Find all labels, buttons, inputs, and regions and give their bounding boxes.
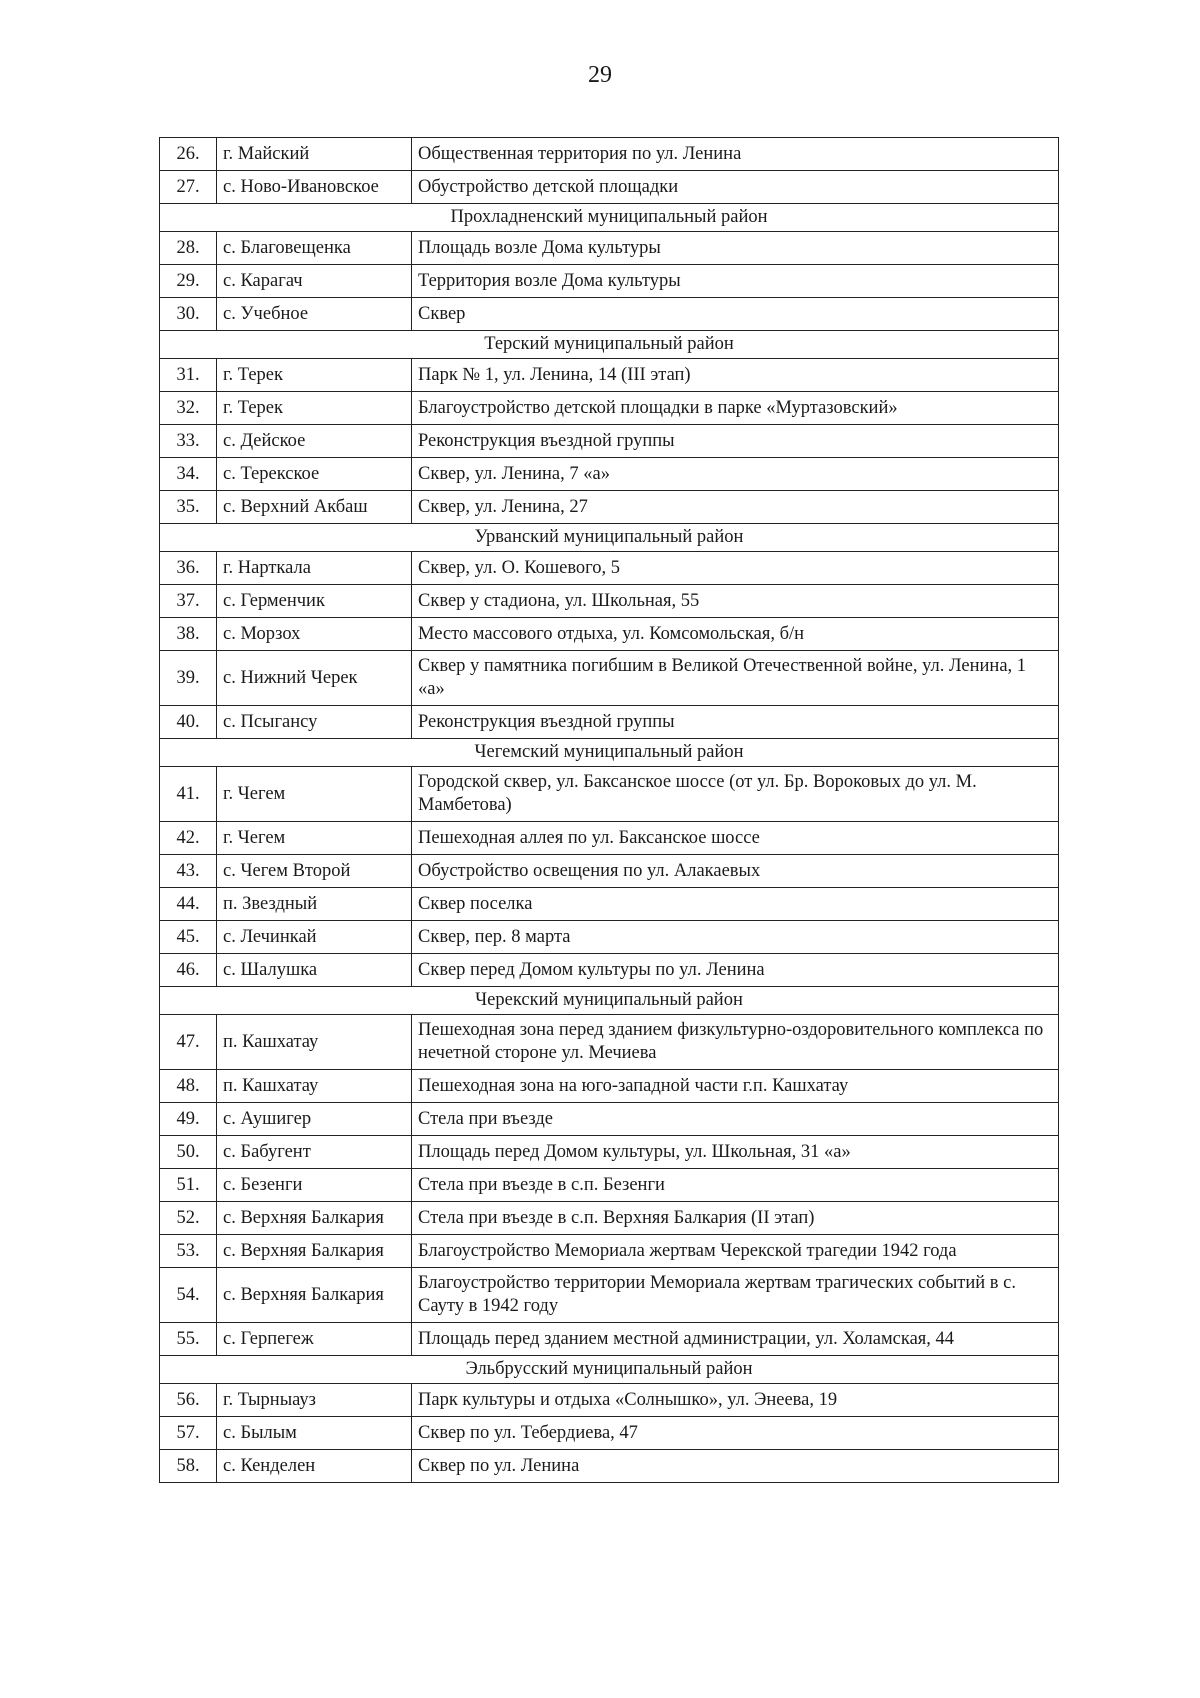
project-description: Обустройство освещения по ул. Алакаевых <box>412 855 1059 888</box>
row-number: 38. <box>160 618 217 651</box>
project-description: Благоустройство детской площадки в парке «Муртазовский» <box>412 392 1059 425</box>
row-number: 32. <box>160 392 217 425</box>
project-description: Пешеходная зона на юго-западной части г.п. Кашхатау <box>412 1070 1059 1103</box>
settlement-name: с. Шалушка <box>217 954 412 987</box>
settlement-name: с. Псыгансу <box>217 706 412 739</box>
table-row <box>160 767 1059 822</box>
settlement-name: с. Верхний Акбаш <box>217 491 412 524</box>
project-description: Сквер по ул. Ленина <box>412 1450 1059 1483</box>
row-number: 54. <box>160 1268 217 1323</box>
row-number: 34. <box>160 458 217 491</box>
row-number: 51. <box>160 1169 217 1202</box>
table-row <box>160 298 1059 331</box>
project-description: Территория возле Дома культуры <box>412 265 1059 298</box>
table-row <box>160 1169 1059 1202</box>
project-description: Пешеходная аллея по ул. Баксанское шоссе <box>412 822 1059 855</box>
settlement-name: с. Верхняя Балкария <box>217 1235 412 1268</box>
table-row <box>160 888 1059 921</box>
table-row <box>160 1450 1059 1483</box>
row-number: 27. <box>160 171 217 204</box>
page-number: 29 <box>588 62 612 88</box>
row-number: 53. <box>160 1235 217 1268</box>
settlement-name: с. Герменчик <box>217 585 412 618</box>
settlement-name: с. Благовещенка <box>217 232 412 265</box>
project-description: Сквер, пер. 8 марта <box>412 921 1059 954</box>
row-number: 43. <box>160 855 217 888</box>
table-row <box>160 171 1059 204</box>
project-description: Стела при въезде в с.п. Безенги <box>412 1169 1059 1202</box>
district-header-row <box>160 987 1059 1015</box>
settlement-name: с. Былым <box>217 1417 412 1450</box>
table-row <box>160 1103 1059 1136</box>
district-header-row <box>160 524 1059 552</box>
project-description: Сквер, ул. Ленина, 27 <box>412 491 1059 524</box>
settlement-name: г. Терек <box>217 392 412 425</box>
project-description: Парк культуры и отдыха «Солнышко», ул. Энеева, 19 <box>412 1384 1059 1417</box>
settlement-name: с. Кенделен <box>217 1450 412 1483</box>
row-number: 57. <box>160 1417 217 1450</box>
row-number: 55. <box>160 1323 217 1356</box>
settlement-name: с. Морзох <box>217 618 412 651</box>
district-title: Терский муниципальный район <box>160 331 1059 359</box>
district-header-row <box>160 1356 1059 1384</box>
table-row <box>160 1136 1059 1169</box>
row-number: 37. <box>160 585 217 618</box>
row-number: 46. <box>160 954 217 987</box>
row-number: 48. <box>160 1070 217 1103</box>
settlement-name: п. Кашхатау <box>217 1070 412 1103</box>
table-row <box>160 1015 1059 1070</box>
district-title: Эльбрусский муниципальный район <box>160 1356 1059 1384</box>
district-header-row <box>160 204 1059 232</box>
project-description: Сквер поселка <box>412 888 1059 921</box>
project-description: Сквер у стадиона, ул. Школьная, 55 <box>412 585 1059 618</box>
project-description: Сквер <box>412 298 1059 331</box>
project-description: Стела при въезде в с.п. Верхняя Балкария (II этап) <box>412 1202 1059 1235</box>
table-row <box>160 1070 1059 1103</box>
row-number: 44. <box>160 888 217 921</box>
row-number: 47. <box>160 1015 217 1070</box>
settlement-name: п. Кашхатау <box>217 1015 412 1070</box>
district-title: Урванский муниципальный район <box>160 524 1059 552</box>
settlement-name: г. Тырныауз <box>217 1384 412 1417</box>
settlement-name: г. Нарткала <box>217 552 412 585</box>
row-number: 52. <box>160 1202 217 1235</box>
table-row <box>160 954 1059 987</box>
settlement-name: с. Аушигер <box>217 1103 412 1136</box>
table-row <box>160 1268 1059 1323</box>
district-title: Чегемский муниципальный район <box>160 739 1059 767</box>
project-description: Сквер, ул. Ленина, 7 «а» <box>412 458 1059 491</box>
row-number: 39. <box>160 651 217 706</box>
project-description: Общественная территория по ул. Ленина <box>412 138 1059 171</box>
table-row <box>160 138 1059 171</box>
row-number: 50. <box>160 1136 217 1169</box>
settlement-name: с. Лечинкай <box>217 921 412 954</box>
row-number: 33. <box>160 425 217 458</box>
project-description: Сквер у памятника погибшим в Великой Отечественной войне, ул. Ленина, 1 «а» <box>412 651 1059 706</box>
project-description: Реконструкция въездной группы <box>412 706 1059 739</box>
table-row <box>160 1235 1059 1268</box>
project-description: Парк № 1, ул. Ленина, 14 (III этап) <box>412 359 1059 392</box>
settlement-name: г. Чегем <box>217 822 412 855</box>
settlement-name: г. Чегем <box>217 767 412 822</box>
table-row <box>160 425 1059 458</box>
table-row <box>160 921 1059 954</box>
row-number: 26. <box>160 138 217 171</box>
table-row <box>160 392 1059 425</box>
project-description: Обустройство детской площадки <box>412 171 1059 204</box>
settlement-name: с. Нижний Черек <box>217 651 412 706</box>
table-row <box>160 458 1059 491</box>
project-description: Площадь перед зданием местной администрации, ул. Холамская, 44 <box>412 1323 1059 1356</box>
table-row <box>160 552 1059 585</box>
project-description: Реконструкция въездной группы <box>412 425 1059 458</box>
settlement-name: с. Безенги <box>217 1169 412 1202</box>
settlement-name: с. Ново-Ивановское <box>217 171 412 204</box>
table-row <box>160 706 1059 739</box>
district-title: Черекский муниципальный район <box>160 987 1059 1015</box>
project-description: Благоустройство территории Мемориала жертвам трагических событий в с. Сауту в 1942 году <box>412 1268 1059 1323</box>
settlement-name: с. Дейское <box>217 425 412 458</box>
settlement-name: с. Терекское <box>217 458 412 491</box>
table-row <box>160 585 1059 618</box>
row-number: 28. <box>160 232 217 265</box>
project-description: Благоустройство Мемориала жертвам Черекской трагедии 1942 года <box>412 1235 1059 1268</box>
project-description: Пешеходная зона перед зданием физкультурно-оздоровительного комплекса по нечетной стороне ул. Мечиева <box>412 1015 1059 1070</box>
district-header-row <box>160 739 1059 767</box>
table-row <box>160 1323 1059 1356</box>
row-number: 31. <box>160 359 217 392</box>
table-row <box>160 265 1059 298</box>
table-row <box>160 359 1059 392</box>
row-number: 49. <box>160 1103 217 1136</box>
table-row <box>160 822 1059 855</box>
district-header-row <box>160 331 1059 359</box>
settlement-name: с. Чегем Второй <box>217 855 412 888</box>
row-number: 35. <box>160 491 217 524</box>
settlement-name: г. Майский <box>217 138 412 171</box>
table-row <box>160 1417 1059 1450</box>
settlement-name: с. Карагач <box>217 265 412 298</box>
row-number: 45. <box>160 921 217 954</box>
table-row <box>160 651 1059 706</box>
settlement-name: с. Бабугент <box>217 1136 412 1169</box>
row-number: 40. <box>160 706 217 739</box>
settlement-name: с. Верхняя Балкария <box>217 1268 412 1323</box>
project-description: Городской сквер, ул. Баксанское шоссе (от ул. Бр. Вороковых до ул. М. Мамбетова) <box>412 767 1059 822</box>
projects-table-body <box>160 138 1059 1483</box>
row-number: 41. <box>160 767 217 822</box>
district-title: Прохладненский муниципальный район <box>160 204 1059 232</box>
project-description: Сквер перед Домом культуры по ул. Ленина <box>412 954 1059 987</box>
row-number: 30. <box>160 298 217 331</box>
settlement-name: с. Герпегеж <box>217 1323 412 1356</box>
row-number: 56. <box>160 1384 217 1417</box>
projects-table <box>159 137 1059 1483</box>
table-row <box>160 1384 1059 1417</box>
table-row <box>160 618 1059 651</box>
project-description: Площадь перед Домом культуры, ул. Школьная, 31 «а» <box>412 1136 1059 1169</box>
project-description: Место массового отдыха, ул. Комсомольская, б/н <box>412 618 1059 651</box>
project-description: Сквер по ул. Тебердиева, 47 <box>412 1417 1059 1450</box>
table-row <box>160 232 1059 265</box>
row-number: 58. <box>160 1450 217 1483</box>
table-row <box>160 491 1059 524</box>
row-number: 29. <box>160 265 217 298</box>
settlement-name: с. Учебное <box>217 298 412 331</box>
row-number: 42. <box>160 822 217 855</box>
project-description: Сквер, ул. О. Кошевого, 5 <box>412 552 1059 585</box>
project-description: Площадь возле Дома культуры <box>412 232 1059 265</box>
table-row <box>160 855 1059 888</box>
settlement-name: с. Верхняя Балкария <box>217 1202 412 1235</box>
row-number: 36. <box>160 552 217 585</box>
settlement-name: г. Терек <box>217 359 412 392</box>
settlement-name: п. Звездный <box>217 888 412 921</box>
project-description: Стела при въезде <box>412 1103 1059 1136</box>
table-row <box>160 1202 1059 1235</box>
